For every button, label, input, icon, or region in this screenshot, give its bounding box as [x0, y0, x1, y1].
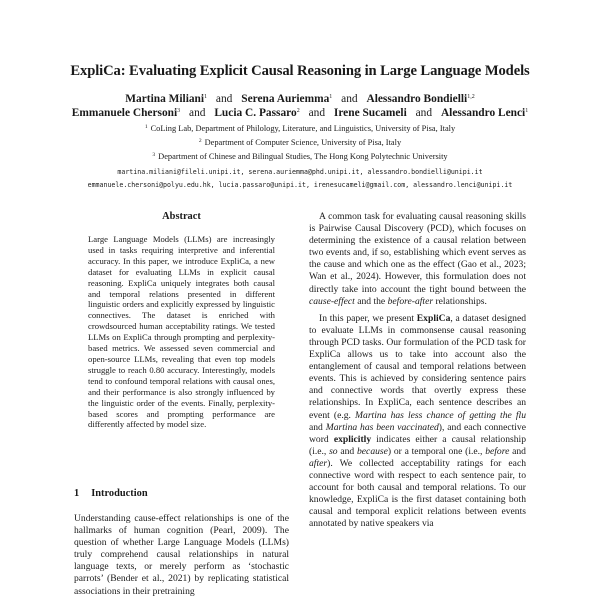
- author-name: Serena Auriemma: [241, 93, 330, 105]
- affiliation-sup: 1: [144, 124, 148, 130]
- affiliation-sup: 3: [152, 152, 156, 158]
- text-run: A common task for evaluating causal reasoning skills is Pairwise Causal Discovery (PCD), which focuses on determining the existence of a causal relation between two events and, if so, establishing which event serves as the cause and which one as the effect (Gao et al., 2023; Wan et al., 2024). However, this formulation does not directly take into account the tight bound between the: [309, 211, 526, 295]
- text-run: In this paper, we present: [319, 312, 417, 324]
- emphasis: after: [309, 457, 328, 469]
- author-sup: 3: [177, 108, 181, 114]
- email-line: martina.miliani@fileli.unipi.it, serena.auriemma@phd.unipi.it, alessandro.bondielli@unipi.it: [117, 168, 483, 176]
- section-heading: [74, 488, 160, 499]
- text-run: ), and each connective word: [309, 421, 526, 445]
- and-word: and: [215, 93, 233, 105]
- author-name: Alessandro Lenci: [440, 107, 526, 119]
- emphasis: cause-effect: [309, 295, 355, 307]
- dataset-name: ExpliCa: [416, 312, 451, 324]
- author-name: Emmanuele Chersoni: [71, 107, 178, 119]
- emphasis: before: [485, 445, 510, 457]
- body-paragraph: [309, 211, 526, 308]
- and-word: and: [308, 107, 326, 119]
- text-run: and: [509, 445, 526, 457]
- emphasis: because: [357, 445, 388, 457]
- emphasis: so: [329, 445, 338, 457]
- author-name: Martina Miliani: [125, 93, 205, 105]
- emphasis: Martina has less chance of getting the flu: [355, 409, 527, 421]
- intro-paragraph: Understanding cause-effect relationships is one of the hallmarks of human cognition (Pearl, 2009). The question of whether Large Language Models (LLMs) truly comprehend causal relationships in natural language texts, or merely perform as ‘stochastic parrots’ (Bender et al., 2021) by replicating statistical associations in their pretraining: [74, 513, 289, 597]
- bold-term: explicitly: [333, 433, 372, 445]
- affiliation: [0, 152, 600, 162]
- body-paragraph: [309, 313, 526, 531]
- author-name: Alessandro Bondielli: [366, 93, 468, 105]
- text-run: and: [337, 445, 357, 457]
- paper-title: ExpliCa: Evaluating Explicit Causal Reasoning in Large Language Models: [70, 63, 530, 79]
- author-sup: 2: [296, 108, 300, 114]
- abstract-text: Large Language Models (LLMs) are increasingly used in tasks requiring interpretive and inferential accuracy. In this paper, we introduce ExpliCa, a new dataset for evaluating LLMs in explicit causal reasoning. ExpliCa uniquely integrates both causal and temporal relations presented in different linguistic orders and explicitly expressed by linguistic connectives. The dataset is enriched with crowdsourced human acceptability ratings. We tested LLMs on ExpliCa through prompting and perplexity-based metrics. We assessed seven commercial and open-source LLMs, revealing that even top models struggle to reach 0.80 accuracy. Interestingly, models tend to confound temporal relations with causal ones, and their performance is also strongly influenced by the linguistic order of the events. Finally, perplexity-based scores and prompting performance are differently affected by model size.: [88, 234, 275, 430]
- affiliation: [0, 138, 600, 148]
- text-run: indicates either a causal relationship (i.e.,: [309, 433, 527, 457]
- and-word: and: [189, 107, 206, 119]
- text-run: and the: [354, 295, 388, 307]
- affiliation-sup: 2: [198, 138, 202, 144]
- text-run: relationships.: [433, 295, 487, 307]
- emphasis: Martina has been vaccinated: [325, 421, 439, 433]
- author-sup: 1: [525, 108, 529, 114]
- affiliation: [0, 124, 600, 134]
- affiliation-text: CoLing Lab, Department of Philology, Literature, and Linguistics, University of Pisa, Italy: [150, 124, 456, 133]
- abstract-heading: Abstract: [162, 211, 201, 222]
- author-line-2: [0, 107, 600, 120]
- affiliation-text: Department of Computer Science, University of Pisa, Italy: [204, 138, 402, 147]
- affiliation-text: Department of Chinese and Bilingual Studies, The Hong Kong Polytechnic University: [158, 152, 448, 161]
- section-number: 1: [74, 488, 80, 499]
- text-run: , a dataset designed to evaluate LLMs in commonsense causal reasoning through PCD tasks. Our formulation of the PCD task for ExpliCa allows us to take into account also the entanglement of causal and temporal relations between events. This is achieved by considering sentence pairs and connective words that overtly express these relationships. In ExpliCa, each sentence describes an event (e.g.: [309, 312, 526, 421]
- author-sup: 1,2: [467, 94, 475, 100]
- author-sup: 1: [204, 94, 208, 100]
- author-name: Irene Sucameli: [333, 107, 407, 119]
- right-column: [309, 211, 526, 530]
- text-run: ). We collected acceptability ratings for each connective word with respect to each sentence pair, to account for both causal and temporal relations. To our knowledge, ExpliCa is the first dataset containing both causal and temporal explicit relations between events annotated by native speakers via: [309, 457, 526, 530]
- section-title: Introduction: [91, 488, 148, 499]
- text-run: ) or a temporal one (i.e.,: [387, 445, 486, 457]
- and-word: and: [341, 93, 358, 105]
- emphasis: before-after: [387, 295, 434, 307]
- email-line: emmanuele.chersoni@polyu.edu.hk, lucia.passaro@unipi.it, irenesucameli@gmail.com, alessandro.lenci@unipi.it: [87, 181, 513, 189]
- author-sup: 1: [329, 94, 333, 100]
- author-line-1: [0, 93, 600, 106]
- text-run: and: [309, 421, 326, 433]
- and-word: and: [415, 107, 433, 119]
- author-name: Lucia C. Passaro: [214, 107, 297, 119]
